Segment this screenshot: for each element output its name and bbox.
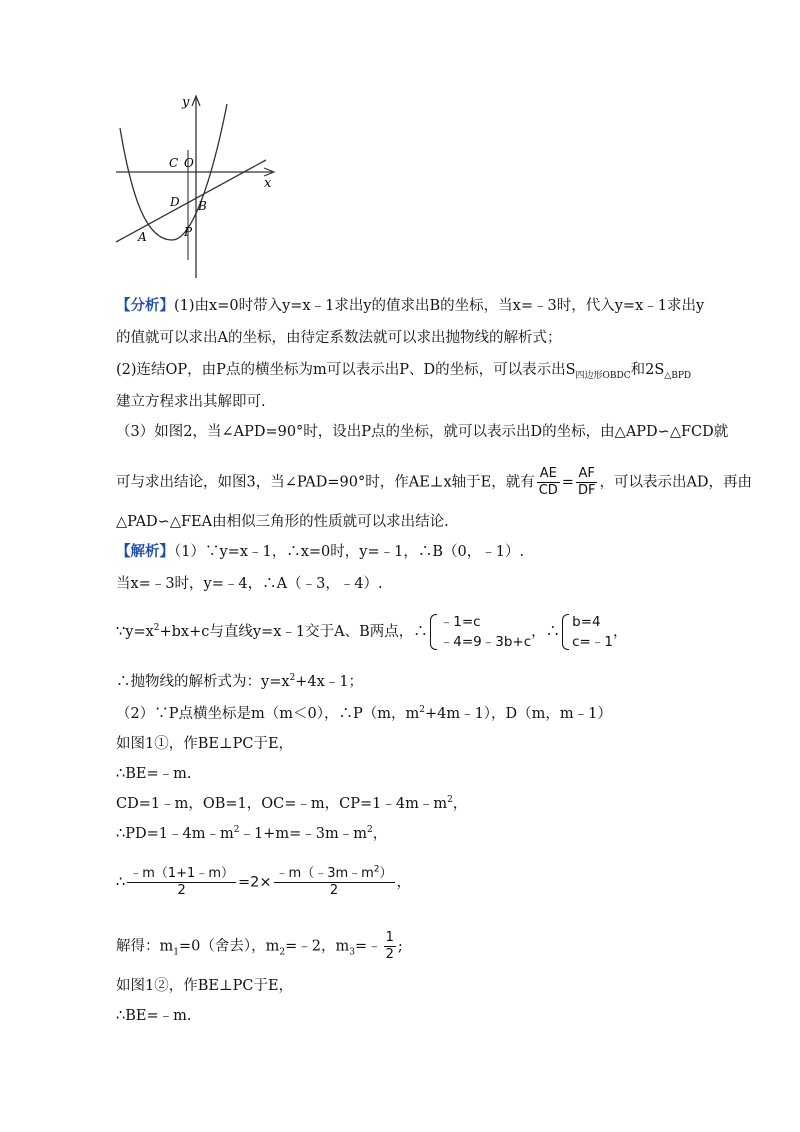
solution-line-10: ∴ $\frac{﹣m(1+1﹣m)}{2}$ =2× $\frac{﹣m(﹣3m﹣m^2)}{2}$ ， xyxy=(116,864,412,898)
solution-tag: 【解析】 xyxy=(116,543,174,560)
fraction-left: $\frac{﹣m(1+1﹣m)}{2}$ xyxy=(129,866,234,898)
analysis-line-1: 【分析】(1)由x=0时带入y=x﹣1求出y的值求出B的坐标，当x=﹣3时，代入y=x﹣1求出y xyxy=(116,297,705,314)
solution-line-11: 解得：$m_1=0$（舍去），$m_2=﹣2$，$m_3=﹣$ $\frac{1}{2}$ ; xyxy=(116,930,403,962)
label-o: O xyxy=(184,156,194,170)
analysis-line-5: （3）如图2，当∠APD=90°时，设出P点的坐标，就可以表示出D的坐标，由△APD∽△FCD就 xyxy=(116,424,729,440)
analysis-tag: 【分析】 xyxy=(116,297,174,314)
label-d: D xyxy=(170,195,180,209)
solution-line-1: 【解析】（1）∵y=x﹣1，∴x=0时，y=﹣1，∴B（0，﹣1）. xyxy=(116,543,525,560)
solution-line-13: ∴BE=﹣m. xyxy=(116,1008,192,1024)
label-y: y xyxy=(182,95,190,110)
label-a: A xyxy=(138,230,147,244)
analysis-line-3: (2)连结OP，由P点的横坐标为m可以表示出P、D的坐标，可以表示出$S_{四边形OBDC}$和$2S_{\triangle BPD}$ xyxy=(116,362,692,381)
solution-line-6: 如图1①，作BE⊥PC于E， xyxy=(116,736,294,752)
equation-system-1: ﹣1=c ﹣4=9﹣3b+c xyxy=(428,612,531,652)
solution-line-9: $\therefore PD=1﹣4m﹣m^2﹣1+m=﹣3m﹣m^2$， xyxy=(116,825,388,842)
solution-line-5: （2）∵P点横坐标是m（m＜0），∴P（m，$m^2+4m﹣1$），D（m，m﹣1） xyxy=(116,705,612,722)
analysis-line-7: △PAD∽△FEA由相似三角形的性质就可以求出结论. xyxy=(116,514,449,530)
label-c: C xyxy=(169,156,179,170)
fraction-af-df: $\frac{AF}{DF}$ xyxy=(577,466,596,498)
fraction-right: $\frac{﹣m(﹣3m﹣m^2)}{2}$ xyxy=(275,864,393,898)
analysis-line-6: 可与求出结论，如图3，当∠PAD=90°时，作AE⊥x轴于E，就有 $\frac{AE}{CD}$ = $\frac{AF}{DF}$ ，可以表示出AD，再由 xyxy=(116,466,753,498)
solution-line-12: 如图1②，作BE⊥PC于E， xyxy=(116,978,294,994)
solution-line-2: 当x=﹣3时，y=﹣4，∴A（﹣3，﹣4）. xyxy=(116,576,383,592)
label-b: B xyxy=(198,199,207,213)
label-x: x xyxy=(264,176,272,191)
parabola-figure xyxy=(112,90,282,290)
label-p: P xyxy=(184,225,193,239)
analysis-line-2: 的值就可以求出A的坐标，由待定系数法就可以求出抛物线的解析式； xyxy=(116,330,562,346)
fraction-one-half: $\frac{1}{2}$ xyxy=(385,930,394,962)
fraction-ae-cd: $\frac{AE}{CD}$ xyxy=(538,466,558,498)
solution-line-4: ∴抛物线的解析式为：$y=x^2+4x﹣1$； xyxy=(116,673,364,690)
solution-line-8: CD=1﹣m，OB=1，OC=﹣m，$CP=1﹣4m﹣m^2$， xyxy=(116,795,468,812)
solution-line-7: ∴BE=﹣m. xyxy=(116,766,192,782)
solution-line-3: $\because y=x^2+bx+c$与直线y=x﹣1交于A、B两点，∴ ﹣1=c ﹣4=9﹣3b+c ，∴ b=4 c=﹣1 ， xyxy=(116,614,628,650)
equation-system-2: b=4 c=﹣1 xyxy=(560,612,613,652)
analysis-line-4: 建立方程求出其解即可. xyxy=(116,394,266,410)
